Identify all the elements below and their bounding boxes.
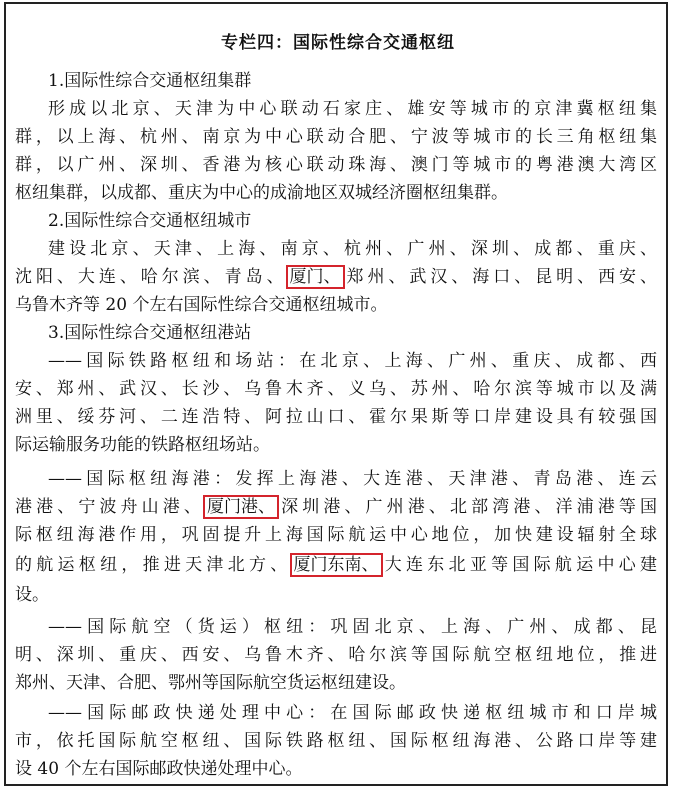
paragraph-line: 际运输服务功能的铁路枢纽场站。 <box>15 435 270 455</box>
section-1-heading: 1.国际性综合交通枢纽集群 <box>48 71 252 91</box>
line-text: 郑州、武汉、海口、昆明、西安、 <box>342 267 658 287</box>
paragraph-line: 设 40 个左右国际邮政快递处理中心。 <box>15 759 303 779</box>
line-text: 深圳港、广州港、北部湾港、洋浦港等国 <box>277 497 657 517</box>
section-3-heading: 3.国际性综合交通枢纽港站 <box>48 323 252 343</box>
paragraph-line: 洲里、绥芬河、二连浩特、阿拉山口、霍尔果斯等口岸建设具有较强国 <box>15 407 657 427</box>
paragraph-line: 群，以上海、杭州、南京为中心联动合肥、宁波等城市的长三角枢纽集 <box>15 127 657 147</box>
section-2-heading: 2.国际性综合交通枢纽城市 <box>48 211 252 231</box>
paragraph-line-highlighted <box>15 552 657 578</box>
paragraph-line: 市，依托国际航空枢纽、国际铁路枢纽、国际枢纽海港、公路口岸等建 <box>15 731 657 751</box>
paragraph-line: 形成以北京、天津为中心联动石家庄、雄安等城市的京津冀枢纽集 <box>48 99 657 119</box>
highlight-box: 厦门、 <box>286 265 345 289</box>
paragraph-line-highlighted <box>15 494 657 520</box>
paragraph-line: 乌鲁木齐等 20 个左右国际性综合交通枢纽城市。 <box>15 295 388 315</box>
paragraph-line: 际枢纽海港作用，巩固提升上海国际航运中心地位，加快建设辐射全球 <box>15 525 657 545</box>
paragraph-line: 设。 <box>15 585 49 605</box>
paragraph-line: 枢纽集群，以成都、重庆为中心的成渝地区双城经济圈枢纽集群。 <box>15 183 508 203</box>
paragraph-line: 建设北京、天津、上海、南京、杭州、广州、深圳、成都、重庆、 <box>48 239 657 259</box>
paragraph-line: ——国际枢纽海港：发挥上海港、大连港、天津港、青岛港、连云 <box>48 469 657 489</box>
paragraph-line: 安、郑州、武汉、长沙、乌鲁木齐、义乌、苏州、哈尔滨等城市以及满 <box>15 379 657 399</box>
line-text: 港港、宁波舟山港、 <box>15 497 205 517</box>
paragraph-line-highlighted <box>15 264 657 290</box>
box-title: 专栏四：国际性综合交通枢纽 <box>221 33 455 53</box>
highlight-box: 厦门港、 <box>203 495 279 519</box>
paragraph-line: 明、深圳、重庆、西安、乌鲁木齐、哈尔滨等国际航空枢纽地位，推进 <box>15 645 657 665</box>
line-text: 大连东北亚等国际航运中心建 <box>380 555 657 575</box>
paragraph-line: ——国际铁路枢纽和场站：在北京、上海、广州、重庆、成都、西 <box>48 351 657 371</box>
line-text: 沈阳、大连、哈尔滨、青岛、 <box>15 267 288 287</box>
paragraph-line: ——国际航空（货运）枢纽：巩固北京、上海、广州、成都、昆 <box>48 617 657 637</box>
paragraph-line: ——国际邮政快递处理中心：在国际邮政快递枢纽城市和口岸城 <box>48 703 657 723</box>
paragraph-line: 郑州、天津、合肥、鄂州等国际航空货运枢纽建设。 <box>15 673 406 693</box>
highlight-box: 厦门东南、 <box>290 553 383 577</box>
line-text: 的航运枢纽，推进天津北方、 <box>15 555 292 575</box>
paragraph-line: 群，以广州、深圳、香港为核心联动珠海、澳门等城市的粤港澳大湾区 <box>15 155 657 175</box>
